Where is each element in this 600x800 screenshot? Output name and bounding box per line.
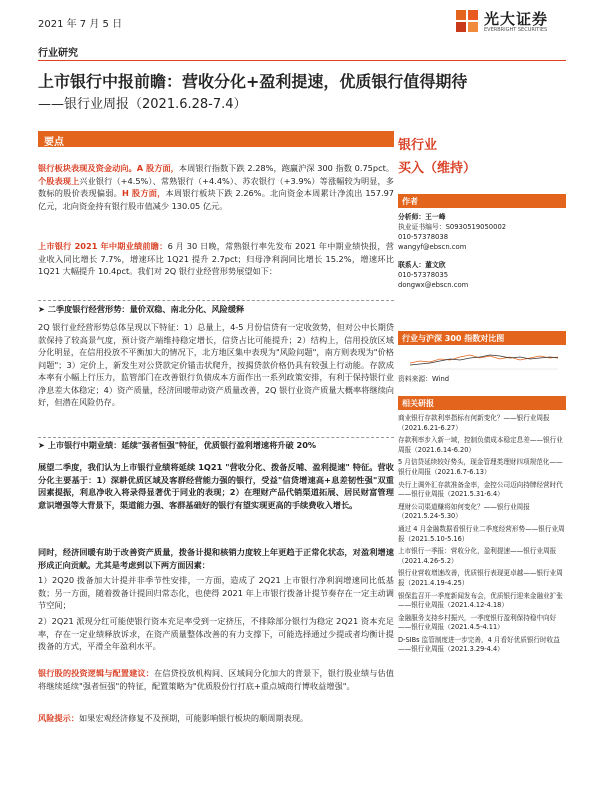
- report-category: 行业研究: [38, 48, 78, 59]
- para6-body: 1）2Q20 拨备加大计提并非季节性安排，一方面，造成了 2Q21 上市银行净利润增速同比低基数；另一方面，随着拨备计提回归常态化，也使得 2021 年上市银行拨备计提节奏存在一定主动调节空间；: [38, 575, 394, 610]
- para1-body3: 本周银行板块下跌 2.26%。北向资金本周累计净流出 157.97 亿元，北向资金持有银行股市值减少 130.05 亿元。: [38, 188, 394, 211]
- para-provision-factors: [38, 546, 394, 571]
- author-bar-label: 作者: [402, 197, 418, 206]
- para-interim-outlook: [38, 240, 394, 278]
- para8-lead: 银行股的投资逻辑与配置建议：: [38, 668, 154, 678]
- related-report-item[interactable]: 5 月信贷延续较好势头，现金管理类理财四项规范化——银行业周报（2021.6.7-6.13）: [398, 458, 563, 476]
- author-bar: [398, 194, 566, 208]
- subheading-q2-conditions: ➤ 二季度银行经营形势：量价双稳、南北分化、风险缓释: [38, 304, 245, 314]
- para1-lead2: 个股表现上: [38, 175, 80, 186]
- para7-body: 2）2Q21 派现分红可能使银行资本充足率受到一定挤压，不排除部分银行为稳定 2Q21 资本充足率，存在一定业绩释放诉求，在资产质量整体改善的有力支撑下，可能选择通过少提或者均衡计提拨备的方式，平滑全年盈利水平。: [38, 616, 394, 651]
- para1-lead: 银行板块表现及资金动向。A 股方面，: [38, 163, 179, 173]
- para1-body: 本周银行指数下跌 2.28%，跑赢沪深 300 指数 0.75pct。: [178, 163, 395, 173]
- related-reports-list: [398, 414, 566, 655]
- analyst1-phone: 010-57378038: [398, 233, 449, 241]
- para9-lead: 风险提示：: [38, 713, 79, 723]
- logo-mark-icon: [454, 8, 480, 34]
- para1-body2: 兴业银行（+4.5%）、常熟银行（+4.4%）、苏农银行（+3.9%）等涨幅较为明显，多数标的股价表现偏弱。: [38, 175, 394, 198]
- para5-body: 同时，经济回暖有助于改善资产质量，拨备计提和核销力度较上年更趋于正常化状态，对盈利增速形成正向贡献。尤其是考虑到以下两方面因素：: [38, 547, 394, 570]
- para-risk-warning: [38, 712, 394, 725]
- chart-bar: [398, 331, 566, 345]
- analyst2-phone: 010-57378035: [398, 271, 449, 279]
- report-subtitle: ——银行业周报（2021.6.28-7.4）: [38, 97, 247, 112]
- related-report-item[interactable]: 存款利率步入新一域，控制负债成本稳定息差——银行业周报（2021.6.14-6.20）: [398, 436, 563, 454]
- broker-logo: [454, 6, 566, 40]
- related-report-item[interactable]: 银行业营收增速改善，优质银行表现更卓越——银行业周报（2021.4.19-4.25）: [398, 569, 563, 587]
- analyst2-name: 联系人：董文欣: [398, 261, 446, 269]
- industry-name: 银行业: [398, 138, 438, 153]
- related-report-item[interactable]: 银保监召开一季度新闻发布会，优质银行迎来金融业扩张——银行业周报（2021.4.12-4.18）: [398, 591, 563, 610]
- para-market-performance: [38, 162, 394, 212]
- para8-body: 在信贷投放机构间、区域间分化加大的背景下，银行股业绩与估值将继续延续"强者恒强"的特征，配置策略为"优质股份行打底+重点城商行博收益增强"。: [38, 668, 394, 691]
- logo-text-cn: 光大证券: [484, 10, 549, 28]
- related-report-item[interactable]: 央行上调外汇存款准备金率，金控公司迈向持牌经营时代——银行业周报（2021.5.31-6.4）: [398, 480, 563, 499]
- subheading-interim-results: ➤ 上市银行中期业绩：延续"强者恒强"特征，优质银行盈利增速将升破 20%: [38, 440, 317, 450]
- analyst1-email[interactable]: wangyf@ebscn.com: [398, 243, 467, 251]
- related-report-item[interactable]: 理财公司渠道赚将如何变化？——银行业周报（2021.5.24-5.30）: [398, 502, 530, 521]
- related-reports-bar: [398, 396, 566, 410]
- para9-body: 如果宏观经济修复不及预期，可能影响银行板块的顺周期表现。: [78, 713, 309, 723]
- chart-header: [398, 331, 566, 345]
- para2-body: 6 月 30 日晚，常熟银行率先发布 2021 年中期业绩快报，营业收入同比增长 7.7%，增速环比 1Q21 提升 2.7pct；归母净利润同比增长 15.2%，增速环比 1Q21 大幅提升 10.4pct。我们对 2Q 银行业经营形势展望如下：: [38, 241, 394, 276]
- author-block: [398, 194, 566, 290]
- para-factor-1: [38, 574, 394, 612]
- logo-text-en: EVERBRIGHT SECURITIES: [484, 27, 548, 33]
- report-date: 2021 年 7 月 5 日: [38, 19, 123, 30]
- divider-2: [38, 437, 394, 438]
- analyst2-email[interactable]: dongwx@ebscn.com: [398, 281, 469, 289]
- section-key-points-bar: [38, 131, 394, 147]
- para-q2-features: [38, 321, 394, 409]
- para2-lead: 上市银行 2021 年中期业绩前瞻：: [38, 241, 168, 251]
- related-reports-label: 相关研报: [402, 399, 434, 408]
- para4-body: 展望二季度，我们认为上市银行业绩将延续 1Q21 "营收分化、拨备反哺、盈利提速" 特征。营收分化主要基于：1）深耕优质区域及客群经营能力强的银行，受益"信贷增速高+息差韧性强"双重因素提振，利息净收入将录得显著优于同业的表现；2）在理财产品代销渠道拓展、居民财富管理意识增强等大背景下，渠道能力强、客群基础好的银行有望实现更高的手续费收入增长。: [38, 462, 394, 510]
- rating-value: 买入（维持）: [398, 161, 477, 176]
- related-report-item[interactable]: 金融服务支持乡村振兴，一季度银行盈利保持稳中向好——银行业周报（2021.4.5-4.11）: [398, 613, 557, 632]
- divider-1: [38, 300, 394, 301]
- para3-body: 2Q 银行业经营形势总体呈现以下特征：1）总量上，4-5 月份信贷有一定收敛势，但对公中长期贷款保持了较高景气度，预计资产端维持稳定增长，信贷占比可能提升；2）结构上，信用投放区域分化明显，在信用投放不平衡加大的情况下，北方地区集中表现为"风险问题"，南方则表现为"价格问题"；3）定价上，新发生对公贷款定价锚击状爬升，按揭贷款价格仍具有较强上行动能。存款成本率有小幅上行压力，监管部门在改善银行负债成本方面作出一系列政策安排，有利于保持银行业净息差大体稳定；4）资产质量，经济回暖带动资产质量改善，2Q 银行业资产质量大概率将继续向好，但潜在风险仍存。: [38, 322, 394, 407]
- related-reports: [398, 396, 566, 658]
- related-report-item[interactable]: 商业银行存款利率指标有何新变化？——银行业周报（2021.6.21-6.27）: [398, 414, 550, 432]
- related-report-item[interactable]: 上市银行一季报：营收分化，盈利提速——银行业周报（2021.4.26-5.2）: [398, 547, 557, 565]
- para-factor-2: [38, 615, 394, 653]
- para-q2-outlook: [38, 461, 394, 511]
- chart-source: 资料来源：Wind: [398, 375, 450, 383]
- section-key-points-label: 要点: [44, 137, 64, 148]
- related-report-item[interactable]: D-SIBs 监管制度进一步完善，4 月看好优质银行时收益——银行业周报（2021.3.29-4.4）: [398, 635, 560, 654]
- analyst1-name: 分析师：王一峰: [398, 213, 446, 221]
- para1-lead3: H 股方面，: [122, 188, 166, 198]
- index-comparison-chart: [398, 349, 566, 373]
- report-title: 上市银行中报前瞻：营收分化+盈利提速，优质银行值得期待: [38, 72, 468, 91]
- related-report-item[interactable]: 通过 4 月金融数据看银行业二季度经营形势——银行业周报（2021.5.10-5.16）: [398, 524, 565, 543]
- rating-block: [398, 134, 566, 176]
- chart-bar-label: 行业与沪深 300 指数对比图: [402, 334, 505, 343]
- analyst1-cert: 执业证书编号：S0930519050002: [398, 223, 507, 231]
- header-divider: [38, 60, 566, 61]
- para-investment-logic: [38, 667, 394, 692]
